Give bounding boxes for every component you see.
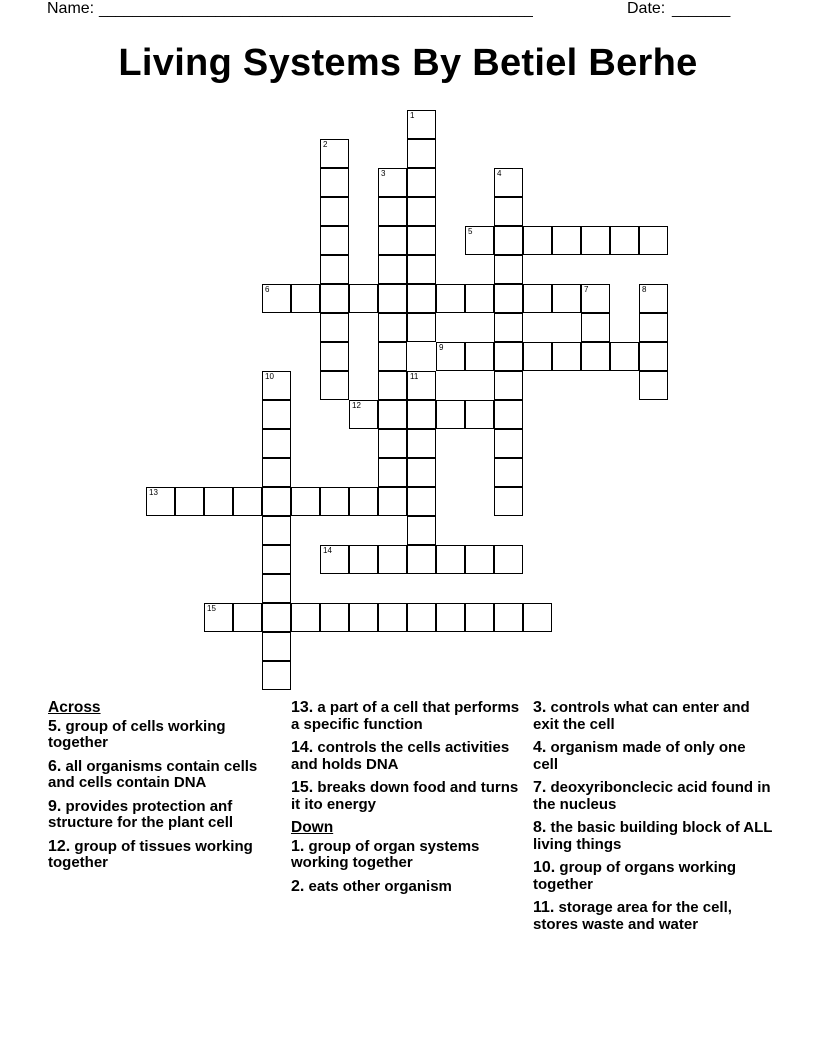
grid-cell[interactable]: [494, 545, 523, 574]
grid-cell[interactable]: [407, 226, 436, 255]
grid-cell[interactable]: [407, 110, 436, 139]
grid-cell[interactable]: [204, 487, 233, 516]
clue-across-12: 12. group of tissues working together: [48, 837, 253, 871]
grid-cell[interactable]: [320, 255, 349, 284]
cell-number: 11: [410, 372, 419, 381]
grid-cell[interactable]: [407, 487, 436, 516]
grid-cell[interactable]: [349, 487, 378, 516]
grid-cell[interactable]: [320, 342, 349, 371]
grid-cell[interactable]: [320, 371, 349, 400]
across-heading: Across: [48, 699, 101, 716]
grid-cell[interactable]: [581, 342, 610, 371]
grid-cell[interactable]: [320, 487, 349, 516]
cell-number: 12: [352, 401, 361, 410]
clue-down-11: 11. storage area for the cell, stores waste and water: [533, 899, 732, 933]
grid-cell[interactable]: [407, 255, 436, 284]
grid-cell[interactable]: [552, 284, 581, 313]
clue-down-3: 3. controls what can enter and exit the cell: [533, 699, 750, 733]
grid-cell[interactable]: [378, 313, 407, 342]
cell-number: 9: [439, 343, 444, 352]
grid-cell[interactable]: [378, 458, 407, 487]
grid-cell[interactable]: [494, 255, 523, 284]
grid-cell[interactable]: [407, 516, 436, 545]
grid-cell[interactable]: [552, 226, 581, 255]
grid-cell[interactable]: [262, 545, 291, 574]
grid-cell[interactable]: [378, 226, 407, 255]
grid-cell[interactable]: [349, 284, 378, 313]
grid-cell[interactable]: [291, 603, 320, 632]
grid-cell[interactable]: [436, 545, 465, 574]
clue-across-5: 5. group of cells working together: [48, 717, 226, 751]
cell-number: 5: [468, 227, 473, 236]
grid-cell[interactable]: [407, 139, 436, 168]
clue-down-8: 8. the basic building block of ALL living things: [533, 819, 773, 853]
grid-cell[interactable]: [378, 284, 407, 313]
grid-cell[interactable]: [378, 342, 407, 371]
grid-cell[interactable]: [465, 342, 494, 371]
grid-cell[interactable]: [494, 313, 523, 342]
grid-cell[interactable]: [378, 371, 407, 400]
cell-number: 14: [323, 546, 332, 555]
grid-cell[interactable]: [262, 284, 291, 313]
clue-column-2: [291, 700, 521, 902]
grid-cell[interactable]: [465, 226, 494, 255]
grid-cell[interactable]: [436, 603, 465, 632]
cell-number: 1: [410, 111, 415, 120]
grid-cell[interactable]: [639, 226, 668, 255]
grid-cell[interactable]: [581, 226, 610, 255]
date-label: Date:: [627, 0, 666, 17]
grid-cell[interactable]: [320, 168, 349, 197]
grid-cell[interactable]: [262, 400, 291, 429]
clue-column-1: [48, 700, 278, 879]
grid-cell[interactable]: [262, 661, 291, 690]
cell-number: 15: [207, 604, 216, 613]
grid-cell[interactable]: [146, 487, 175, 516]
grid-cell[interactable]: [494, 226, 523, 255]
grid-cell[interactable]: [552, 342, 581, 371]
grid-cell[interactable]: [581, 284, 610, 313]
grid-cell[interactable]: [262, 516, 291, 545]
grid-cell[interactable]: [494, 342, 523, 371]
grid-cell[interactable]: [494, 197, 523, 226]
grid-cell[interactable]: [407, 458, 436, 487]
grid-cell[interactable]: [262, 487, 291, 516]
down-heading: Down: [291, 819, 334, 836]
cell-number: 10: [265, 372, 274, 381]
grid-cell[interactable]: [494, 400, 523, 429]
clue-across-15: 15. breaks down food and turns it ito energy: [291, 779, 519, 813]
grid-cell[interactable]: [320, 197, 349, 226]
grid-cell[interactable]: [407, 603, 436, 632]
grid-cell[interactable]: [407, 284, 436, 313]
grid-cell[interactable]: [581, 313, 610, 342]
grid-cell[interactable]: [320, 545, 349, 574]
grid-cell[interactable]: [378, 429, 407, 458]
grid-cell[interactable]: [378, 197, 407, 226]
grid-cell[interactable]: [349, 603, 378, 632]
clue-across-6: 6. all organisms contain cells and cells contain DNA: [48, 757, 258, 791]
grid-cell[interactable]: [233, 487, 262, 516]
clue-down-7: 7. deoxyribonclecic acid found in the nucleus: [533, 779, 771, 813]
grid-cell[interactable]: [262, 632, 291, 661]
cell-number: 3: [381, 169, 386, 178]
cell-number: 13: [149, 488, 158, 497]
grid-cell[interactable]: [523, 603, 552, 632]
clue-down-1: 1. group of organ systems working together: [291, 837, 480, 871]
clue-across-14: 14. controls the cells activities and holds DNA: [291, 739, 510, 773]
grid-cell[interactable]: [291, 284, 320, 313]
grid-cell[interactable]: [465, 284, 494, 313]
grid-cell[interactable]: [320, 284, 349, 313]
grid-cell[interactable]: [436, 284, 465, 313]
grid-cell[interactable]: [436, 400, 465, 429]
grid-cell[interactable]: [407, 371, 436, 400]
grid-cell[interactable]: [349, 545, 378, 574]
grid-cell[interactable]: [407, 429, 436, 458]
grid-cell[interactable]: [407, 313, 436, 342]
grid-cell[interactable]: [494, 429, 523, 458]
grid-cell[interactable]: [494, 487, 523, 516]
grid-cell[interactable]: [639, 342, 668, 371]
grid-cell[interactable]: [291, 487, 320, 516]
grid-cell[interactable]: [465, 545, 494, 574]
clue-down-10: 10. group of organs working together: [533, 859, 737, 893]
cell-number: 4: [497, 169, 502, 178]
grid-cell[interactable]: [610, 342, 639, 371]
grid-cell[interactable]: [320, 139, 349, 168]
grid-cell[interactable]: [407, 197, 436, 226]
grid-cell[interactable]: [639, 313, 668, 342]
grid-cell[interactable]: [407, 545, 436, 574]
clue-column-3: [533, 700, 773, 940]
grid-cell[interactable]: [610, 226, 639, 255]
grid-cell[interactable]: [378, 400, 407, 429]
cell-number: 2: [323, 140, 328, 149]
grid-cell[interactable]: [523, 226, 552, 255]
grid-cell[interactable]: [407, 400, 436, 429]
grid-cell[interactable]: [494, 284, 523, 313]
grid-cell[interactable]: [262, 371, 291, 400]
clue-down-2: 2. eats other organism: [291, 877, 452, 895]
grid-cell[interactable]: [175, 487, 204, 516]
grid-cell[interactable]: [407, 168, 436, 197]
grid-cell[interactable]: [494, 458, 523, 487]
grid-cell[interactable]: [494, 603, 523, 632]
grid-cell[interactable]: [233, 603, 262, 632]
cell-number: 7: [584, 285, 589, 294]
grid-cell[interactable]: [523, 342, 552, 371]
grid-cell[interactable]: [262, 574, 291, 603]
grid-cell[interactable]: [378, 255, 407, 284]
grid-cell[interactable]: [378, 603, 407, 632]
clue-across-13: 13. a part of a cell that performs a specific function: [291, 699, 520, 733]
clue-down-4: 4. organism made of only one cell: [533, 739, 746, 773]
grid-cell[interactable]: [523, 284, 552, 313]
grid-cell[interactable]: [494, 168, 523, 197]
grid-cell[interactable]: [320, 603, 349, 632]
grid-cell[interactable]: [494, 371, 523, 400]
grid-cell[interactable]: [639, 371, 668, 400]
grid-cell[interactable]: [349, 400, 378, 429]
name-label: Name:: [47, 0, 95, 17]
cell-number: 6: [265, 285, 270, 294]
grid-cell[interactable]: [204, 603, 233, 632]
name-field-line[interactable]: ____________________________________________________: [99, 1, 533, 18]
grid-cell[interactable]: [320, 226, 349, 255]
grid-cell[interactable]: [378, 487, 407, 516]
grid-cell[interactable]: [465, 603, 494, 632]
grid-cell[interactable]: [262, 603, 291, 632]
grid-cell[interactable]: [262, 458, 291, 487]
grid-cell[interactable]: [378, 168, 407, 197]
grid-cell[interactable]: [320, 313, 349, 342]
cell-number: 8: [642, 285, 647, 294]
date-field-line[interactable]: _______: [672, 1, 731, 18]
clue-across-9: 9. provides protection anf structure for the plant cell: [48, 797, 234, 831]
grid-cell[interactable]: [262, 429, 291, 458]
page-title: Living Systems By Betiel Berhe: [118, 42, 698, 84]
grid-cell[interactable]: [378, 545, 407, 574]
grid-cell[interactable]: [465, 400, 494, 429]
grid-cell[interactable]: [436, 342, 465, 371]
grid-cell[interactable]: [639, 284, 668, 313]
